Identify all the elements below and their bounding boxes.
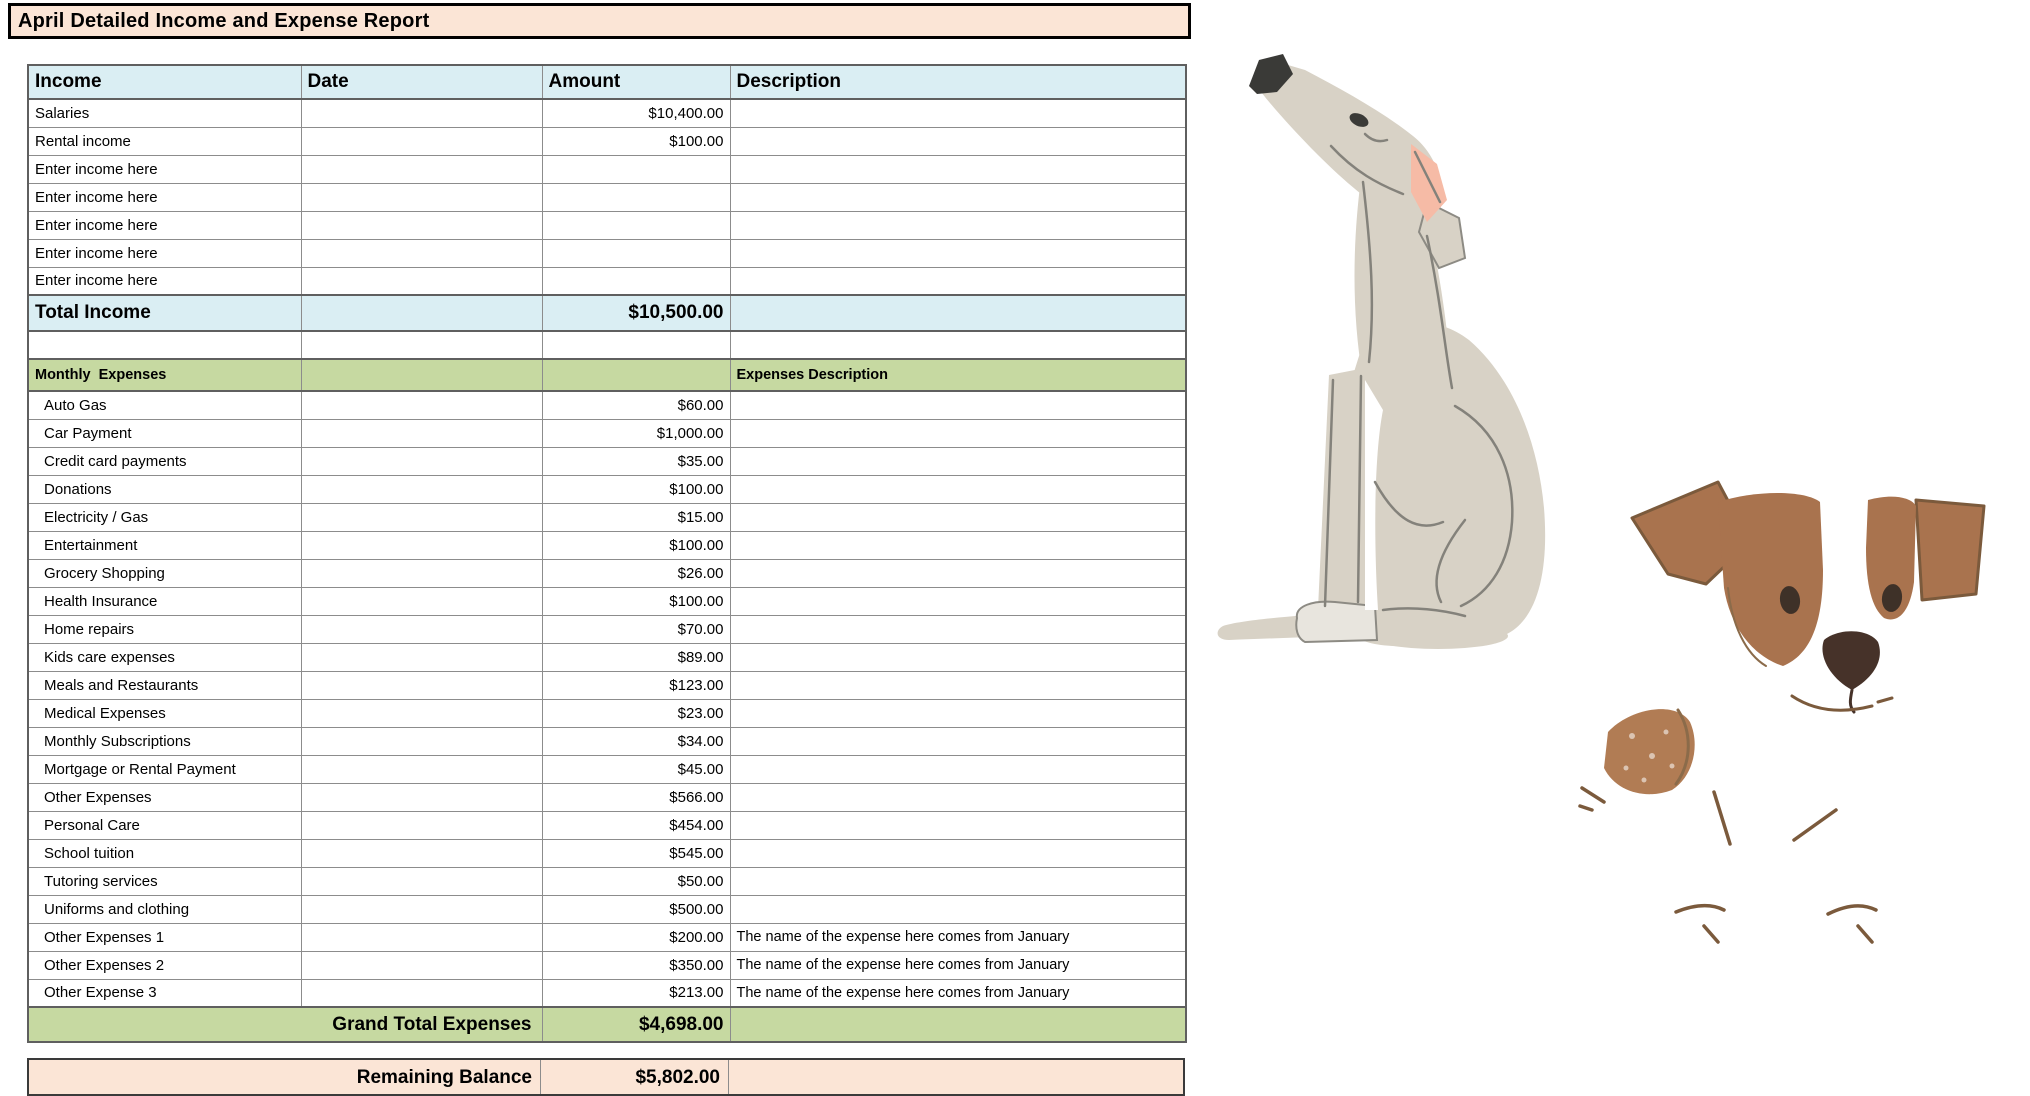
- income-row: [28, 267, 1186, 295]
- expense-description-cell[interactable]: [730, 447, 1186, 475]
- spacer-row: [28, 331, 1186, 359]
- expense-date-cell[interactable]: [301, 867, 542, 895]
- expense-date-cell[interactable]: [301, 951, 542, 979]
- terrier-sketch-strokes: [1580, 788, 1876, 942]
- expenses-description-header-cell[interactable]: Expenses Description: [730, 359, 1186, 391]
- spacer-cell[interactable]: [301, 331, 542, 359]
- expense-description-cell[interactable]: [730, 839, 1186, 867]
- income-amount-cell[interactable]: [542, 155, 730, 183]
- income-name-cell[interactable]: Enter income here: [28, 155, 301, 183]
- income-amount-cell[interactable]: $100.00: [542, 127, 730, 155]
- terrier-body-patch: [1604, 709, 1695, 794]
- income-amount-cell[interactable]: $10,400.00: [542, 99, 730, 127]
- expense-description-cell[interactable]: [730, 643, 1186, 671]
- terrier-head-shapes: [1632, 482, 1984, 712]
- expense-row: [28, 895, 1186, 923]
- income-row: [28, 183, 1186, 211]
- income-date-cell[interactable]: [301, 99, 542, 127]
- total-income-date-cell[interactable]: [301, 295, 542, 331]
- expense-date-cell[interactable]: [301, 923, 542, 951]
- expense-date-cell[interactable]: [301, 475, 542, 503]
- expense-amount-cell[interactable]: $35.00: [542, 447, 730, 475]
- expense-name-cell[interactable]: Health Insurance: [28, 587, 301, 615]
- expense-row: [28, 979, 1186, 1007]
- expense-description-cell[interactable]: [730, 475, 1186, 503]
- expense-name-cell[interactable]: Auto Gas: [28, 391, 301, 419]
- income-description-cell[interactable]: [730, 267, 1186, 295]
- income-date-cell[interactable]: [301, 267, 542, 295]
- expense-description-cell[interactable]: [730, 867, 1186, 895]
- income-name-cell[interactable]: Salaries: [28, 99, 301, 127]
- expense-description-cell[interactable]: The name of the expense here comes from January: [730, 951, 1186, 979]
- income-name-cell[interactable]: Enter income here: [28, 267, 301, 295]
- remaining-balance-desc-cell[interactable]: [729, 1060, 1183, 1094]
- income-description-cell[interactable]: [730, 127, 1186, 155]
- expense-amount-cell[interactable]: $123.00: [542, 671, 730, 699]
- grand-total-amount-cell[interactable]: $4,698.00: [542, 1007, 730, 1042]
- expense-name-cell[interactable]: Kids care expenses: [28, 643, 301, 671]
- expense-name-cell[interactable]: Personal Care: [28, 811, 301, 839]
- col-header-income[interactable]: Income: [28, 65, 301, 99]
- expense-amount-cell[interactable]: $23.00: [542, 699, 730, 727]
- income-date-cell[interactable]: [301, 183, 542, 211]
- expense-amount-cell[interactable]: $200.00: [542, 923, 730, 951]
- total-income-amount-cell[interactable]: $10,500.00: [542, 295, 730, 331]
- income-date-cell[interactable]: [301, 239, 542, 267]
- expense-description-cell[interactable]: [730, 783, 1186, 811]
- expense-date-cell[interactable]: [301, 643, 542, 671]
- col-header-amount[interactable]: Amount: [542, 65, 730, 99]
- expense-description-cell[interactable]: [730, 895, 1186, 923]
- expense-description-cell[interactable]: [730, 503, 1186, 531]
- expense-date-cell[interactable]: [301, 699, 542, 727]
- expense-name-cell[interactable]: Other Expenses 2: [28, 951, 301, 979]
- income-rows: [28, 99, 1186, 295]
- expense-name-cell[interactable]: Electricity / Gas: [28, 503, 301, 531]
- remaining-balance-label-cell[interactable]: Remaining Balance: [29, 1060, 541, 1094]
- expense-description-cell[interactable]: [730, 755, 1186, 783]
- expense-row: [28, 531, 1186, 559]
- income-date-cell[interactable]: [301, 127, 542, 155]
- expense-amount-cell[interactable]: $34.00: [542, 727, 730, 755]
- expense-row: [28, 699, 1186, 727]
- expense-row: [28, 783, 1186, 811]
- expense-amount-cell[interactable]: $500.00: [542, 895, 730, 923]
- expense-name-cell[interactable]: Uniforms and clothing: [28, 895, 301, 923]
- expense-description-cell[interactable]: [730, 615, 1186, 643]
- expense-row: [28, 587, 1186, 615]
- expense-date-cell[interactable]: [301, 979, 542, 1007]
- expense-description-cell[interactable]: [730, 419, 1186, 447]
- expense-description-cell[interactable]: [730, 671, 1186, 699]
- expenses-header-row: [28, 359, 1186, 391]
- expense-date-cell[interactable]: [301, 895, 542, 923]
- expense-row: [28, 391, 1186, 419]
- expense-description-cell[interactable]: [730, 727, 1186, 755]
- expense-description-cell[interactable]: [730, 587, 1186, 615]
- total-income-row: [28, 295, 1186, 331]
- terrier-dog-illustration: [1580, 470, 2030, 1070]
- expense-amount-cell[interactable]: $454.00: [542, 811, 730, 839]
- spacer-cell[interactable]: [730, 331, 1186, 359]
- expense-amount-cell[interactable]: $60.00: [542, 391, 730, 419]
- income-amount-cell[interactable]: [542, 183, 730, 211]
- expense-name-cell[interactable]: Medical Expenses: [28, 699, 301, 727]
- expense-amount-cell[interactable]: $566.00: [542, 783, 730, 811]
- expense-date-cell[interactable]: [301, 503, 542, 531]
- expense-date-cell[interactable]: [301, 755, 542, 783]
- grand-total-row: [28, 1007, 1186, 1042]
- grand-total-label-cell[interactable]: Grand Total Expenses: [28, 1007, 542, 1042]
- expense-row: [28, 447, 1186, 475]
- expense-name-cell[interactable]: Monthly Subscriptions: [28, 727, 301, 755]
- expense-name-cell[interactable]: Tutoring services: [28, 867, 301, 895]
- expense-row: [28, 559, 1186, 587]
- expense-description-cell[interactable]: [730, 811, 1186, 839]
- expense-description-cell[interactable]: [730, 391, 1186, 419]
- expense-row: [28, 615, 1186, 643]
- report-title-cell[interactable]: April Detailed Income and Expense Report: [8, 3, 1191, 39]
- income-description-cell[interactable]: [730, 211, 1186, 239]
- expense-date-cell[interactable]: [301, 615, 542, 643]
- expense-amount-cell[interactable]: $15.00: [542, 503, 730, 531]
- expense-amount-cell[interactable]: $100.00: [542, 587, 730, 615]
- expense-amount-cell[interactable]: $100.00: [542, 475, 730, 503]
- spacer-cell[interactable]: [28, 331, 301, 359]
- expense-row: [28, 671, 1186, 699]
- expense-description-cell[interactable]: The name of the expense here comes from January: [730, 923, 1186, 951]
- expense-description-cell[interactable]: The name of the expense here comes from January: [730, 979, 1186, 1007]
- expense-row: [28, 839, 1186, 867]
- income-description-cell[interactable]: [730, 99, 1186, 127]
- expense-name-cell[interactable]: Other Expenses: [28, 783, 301, 811]
- expense-row: [28, 419, 1186, 447]
- expense-description-cell[interactable]: [730, 531, 1186, 559]
- expense-date-cell[interactable]: [301, 559, 542, 587]
- income-row: [28, 127, 1186, 155]
- expense-date-cell[interactable]: [301, 727, 542, 755]
- expense-name-cell[interactable]: Other Expenses 1: [28, 923, 301, 951]
- expense-date-cell[interactable]: [301, 811, 542, 839]
- income-description-cell[interactable]: [730, 239, 1186, 267]
- expense-date-cell[interactable]: [301, 671, 542, 699]
- expense-date-cell[interactable]: [301, 419, 542, 447]
- income-date-cell[interactable]: [301, 155, 542, 183]
- expense-rows: [28, 391, 1186, 1007]
- expense-amount-cell[interactable]: $26.00: [542, 559, 730, 587]
- expense-row: [28, 503, 1186, 531]
- col-header-date[interactable]: Date: [301, 65, 542, 99]
- whippet-dog-illustration: [1213, 50, 1573, 665]
- expense-amount-cell[interactable]: $1,000.00: [542, 419, 730, 447]
- expense-amount-cell[interactable]: $45.00: [542, 755, 730, 783]
- income-name-cell[interactable]: Enter income here: [28, 211, 301, 239]
- income-amount-cell[interactable]: [542, 267, 730, 295]
- expense-amount-cell[interactable]: $70.00: [542, 615, 730, 643]
- total-income-desc-cell[interactable]: [730, 295, 1186, 331]
- income-name-cell[interactable]: Enter income here: [28, 239, 301, 267]
- income-description-cell[interactable]: [730, 155, 1186, 183]
- expense-description-cell[interactable]: [730, 559, 1186, 587]
- expense-row: [28, 475, 1186, 503]
- expense-name-cell[interactable]: Mortgage or Rental Payment: [28, 755, 301, 783]
- expense-name-cell[interactable]: Credit card payments: [28, 447, 301, 475]
- remaining-balance-row: [27, 1058, 1185, 1096]
- col-header-description[interactable]: Description: [730, 65, 1186, 99]
- expense-date-cell[interactable]: [301, 447, 542, 475]
- whippet-body-shapes: [1218, 54, 1546, 649]
- expense-name-cell[interactable]: Car Payment: [28, 419, 301, 447]
- expenses-header-date-cell[interactable]: [301, 359, 542, 391]
- expense-date-cell[interactable]: [301, 783, 542, 811]
- expense-row: [28, 811, 1186, 839]
- income-description-cell[interactable]: [730, 183, 1186, 211]
- expense-name-cell[interactable]: Home repairs: [28, 615, 301, 643]
- expense-row: [28, 727, 1186, 755]
- expenses-header-amount-cell[interactable]: [542, 359, 730, 391]
- expense-date-cell[interactable]: [301, 839, 542, 867]
- total-income-label-cell[interactable]: Total Income: [28, 295, 301, 331]
- expense-name-cell[interactable]: Entertainment: [28, 531, 301, 559]
- income-amount-cell[interactable]: [542, 211, 730, 239]
- remaining-balance-amount-cell[interactable]: $5,802.00: [541, 1060, 729, 1094]
- income-expense-table: [27, 64, 1187, 1043]
- income-row: [28, 99, 1186, 127]
- income-name-cell[interactable]: Rental income: [28, 127, 301, 155]
- income-row: [28, 155, 1186, 183]
- expense-row: [28, 951, 1186, 979]
- expense-date-cell[interactable]: [301, 531, 542, 559]
- income-amount-cell[interactable]: [542, 239, 730, 267]
- expense-name-cell[interactable]: Grocery Shopping: [28, 559, 301, 587]
- spacer-cell[interactable]: [542, 331, 730, 359]
- expense-name-cell[interactable]: Meals and Restaurants: [28, 671, 301, 699]
- income-row: [28, 239, 1186, 267]
- expense-amount-cell[interactable]: $100.00: [542, 531, 730, 559]
- expense-name-cell[interactable]: School tuition: [28, 839, 301, 867]
- expense-row: [28, 923, 1186, 951]
- expense-row: [28, 867, 1186, 895]
- expense-amount-cell[interactable]: $50.00: [542, 867, 730, 895]
- expense-name-cell[interactable]: Other Expense 3: [28, 979, 301, 1007]
- expense-name-cell[interactable]: Donations: [28, 475, 301, 503]
- grand-total-desc-cell[interactable]: [730, 1007, 1186, 1042]
- expense-row: [28, 755, 1186, 783]
- expenses-section-header-cell[interactable]: Monthly Expenses: [28, 359, 301, 391]
- expense-amount-cell[interactable]: $89.00: [542, 643, 730, 671]
- income-row: [28, 211, 1186, 239]
- expense-row: [28, 643, 1186, 671]
- expense-date-cell[interactable]: [301, 391, 542, 419]
- income-name-cell[interactable]: Enter income here: [28, 183, 301, 211]
- expense-amount-cell[interactable]: $545.00: [542, 839, 730, 867]
- income-date-cell[interactable]: [301, 211, 542, 239]
- expense-amount-cell[interactable]: $213.00: [542, 979, 730, 1007]
- expense-date-cell[interactable]: [301, 587, 542, 615]
- expense-amount-cell[interactable]: $350.00: [542, 951, 730, 979]
- income-header-row: [28, 65, 1186, 99]
- expense-description-cell[interactable]: [730, 699, 1186, 727]
